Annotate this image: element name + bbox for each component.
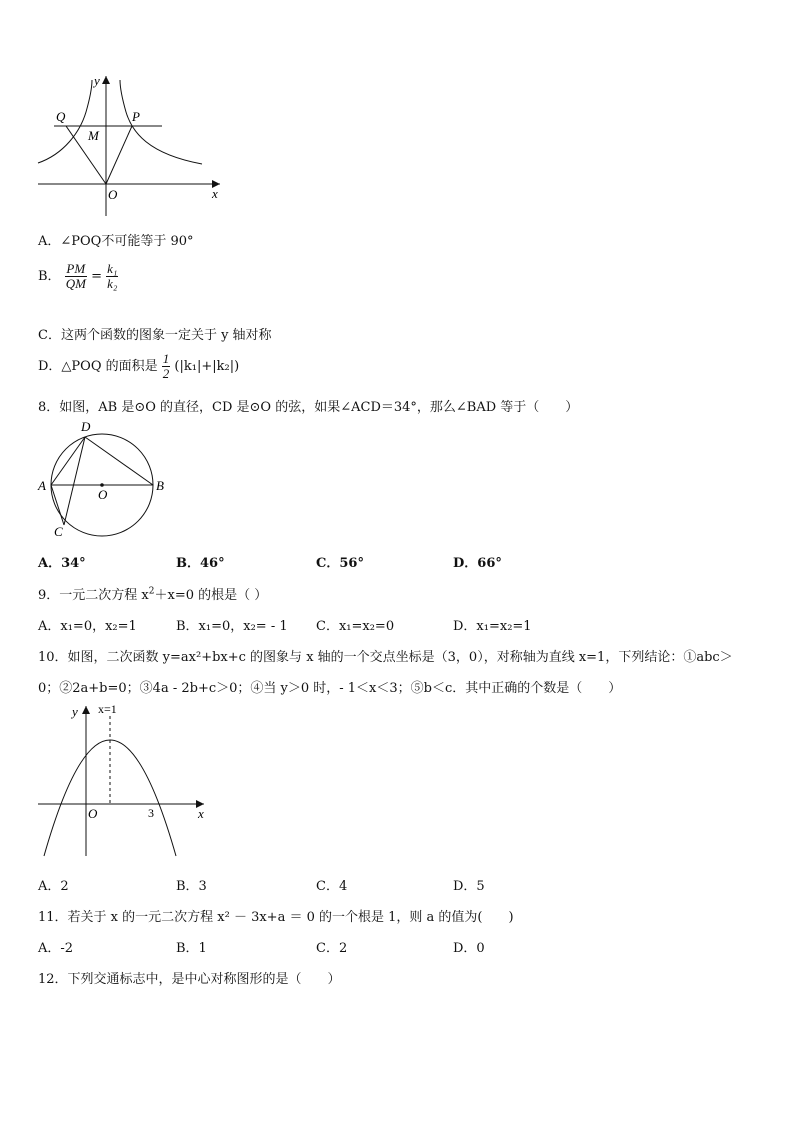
q10-stem-line2: 0；②2a+b=0；③4a - 2b+c＞0；④当 y＞0 时，- 1＜x＜3；⑤b＜c．其中正确的个数是（ ） [38, 681, 622, 696]
q7-option-d-prefix: D．△POQ 的面积是 [38, 359, 158, 374]
q7-option-c: C．这两个函数的图象一定关于 y 轴对称 [38, 328, 272, 343]
q7-frac2-num: k₁ [107, 261, 118, 276]
q11-option-d: D．0 [453, 941, 485, 956]
q9-stem-sup: 2 [148, 586, 155, 597]
q7-frac1-num: PM [66, 261, 86, 276]
q9-option-c: C．x₁=x₂=0 [316, 619, 395, 634]
fig8-b-label: B [156, 478, 164, 493]
q7-option-b-prefix: B． [38, 269, 61, 284]
fig7-m-label: M [88, 128, 99, 143]
q7-option-a: A．∠POQ不可能等于 90° [38, 234, 194, 249]
q9-option-b: B．x₁=0，x₂= - 1 [176, 619, 288, 634]
fig8-d-label: D [81, 419, 91, 434]
q9-option-d: D．x₁=x₂=1 [453, 619, 532, 634]
q9-stem-b: ＋x=0 的根是（ ） [154, 588, 268, 603]
q9-stem-a: 9．一元二次方程 x [38, 588, 149, 603]
q7-fraction-pm-qm [65, 262, 87, 291]
fig8-c-label: C [54, 524, 63, 539]
q7-d-frac-num: 1 [162, 351, 170, 366]
q10-option-d: D．5 [453, 879, 485, 894]
q11-option-b: B．1 [176, 941, 207, 956]
fig10-y-label: y [72, 704, 78, 719]
fig10-three-label: 3 [148, 806, 154, 820]
q11-option-c: C．2 [316, 941, 348, 956]
q11-option-a: A．-2 [38, 941, 74, 956]
parabola-figure [34, 700, 214, 860]
q7-fraction-half [162, 352, 171, 381]
q8-option-b: B．46° [176, 556, 225, 571]
q7-option-d [38, 352, 239, 381]
q7-equals: = [91, 269, 102, 284]
q7-option-b [38, 262, 118, 291]
q8-stem: 8．如图，AB 是⊙O 的直径，CD 是⊙O 的弦，如果∠ACD＝34°，那么∠BAD 等于（ ） [38, 400, 579, 415]
fig10-origin-label: O [88, 806, 98, 821]
q7-frac2-den: k₂ [107, 276, 118, 291]
fig8-o-label: O [98, 487, 108, 502]
fig10-axis-label: x=1 [98, 702, 117, 716]
fig10-x-label: x [198, 806, 204, 821]
q9-stem [38, 584, 267, 603]
fig8-a-label: A [38, 478, 46, 493]
q7-option-d-tail: (|k₁|+|k₂|) [174, 359, 240, 374]
q12-stem: 12．下列交通标志中，是中心对称图形的是（ ） [38, 972, 341, 987]
fig7-x-label: x [212, 186, 218, 201]
fig7-origin-label: O [108, 187, 118, 202]
hyperbola-figure [34, 70, 234, 220]
q10-option-a: A．2 [38, 879, 69, 894]
fig7-q-label: Q [56, 109, 66, 124]
q10-option-b: B．3 [176, 879, 207, 894]
q7-d-frac-den: 2 [162, 366, 170, 381]
q7-frac1-den: QM [65, 276, 86, 291]
fig7-p-label: P [132, 109, 140, 124]
fig7-y-label: y [94, 73, 100, 88]
q10-option-c: C．4 [316, 879, 348, 894]
circle-figure [34, 418, 174, 544]
q7-fraction-k1-k2 [106, 262, 118, 291]
q8-option-a: A．34° [38, 556, 86, 571]
q9-option-a: A．x₁=0，x₂=1 [38, 619, 137, 634]
q11-stem: 11．若关于 x 的一元二次方程 x² － 3x+a ＝ 0 的一个根是 1，则 a 的值为( ) [38, 910, 514, 925]
q10-stem-line1: 10．如图，二次函数 y=ax²+bx+c 的图象与 x 轴的一个交点坐标是（3，0），对称轴为直线 x=1，下列结论：①abc＞ [38, 650, 733, 665]
q8-option-c: C．56° [316, 556, 364, 571]
q8-option-d: D．66° [453, 556, 502, 571]
